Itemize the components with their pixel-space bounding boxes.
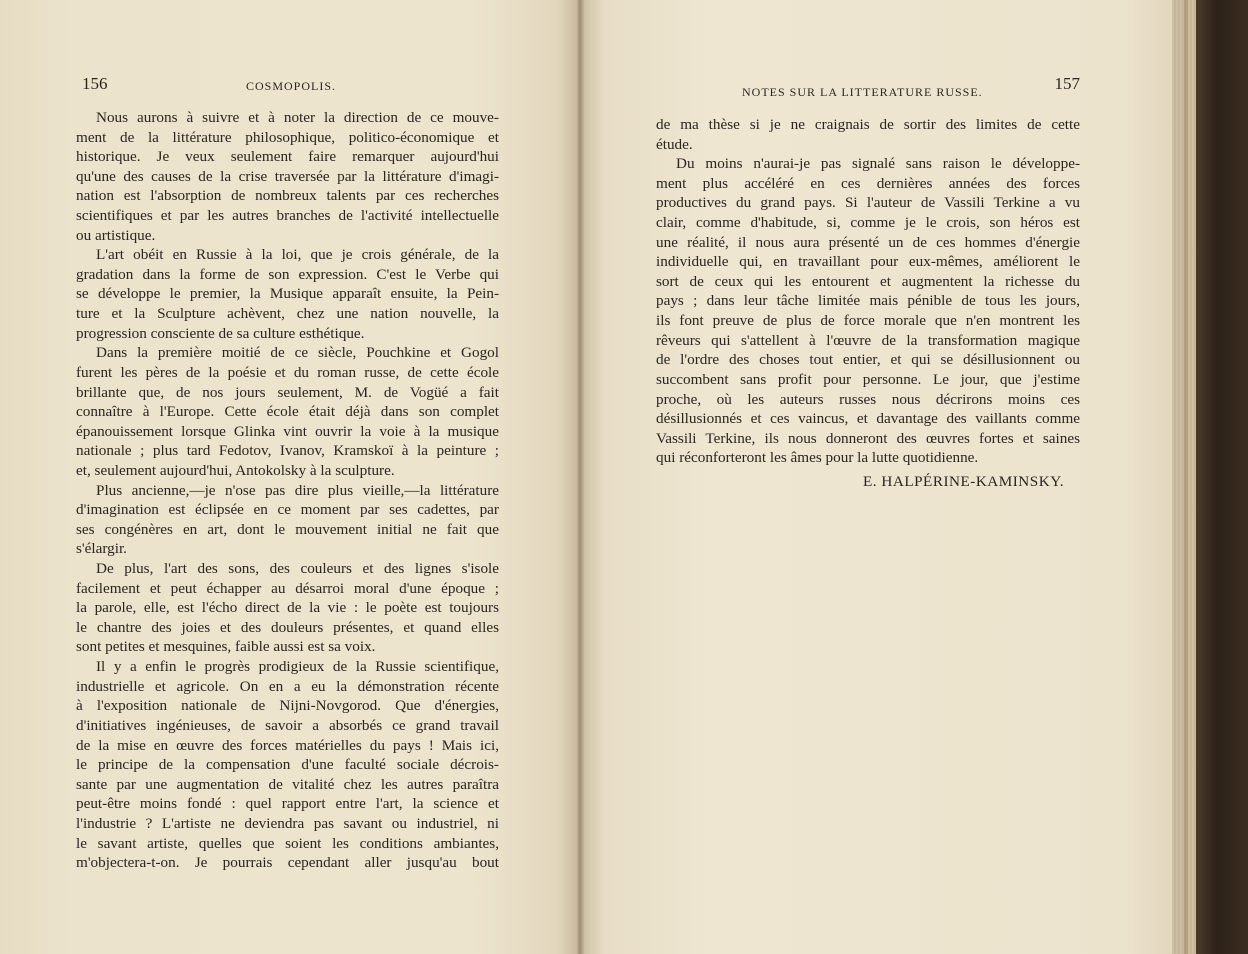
text-line: nation est l'absorption de nombreux talents par ces recherches	[76, 187, 499, 205]
right-running-head: NOTES SUR LA LITTERATURE RUSSE.	[742, 85, 983, 99]
text-line: clair, comme d'habitude, si, comme je le crois, son héros est	[656, 214, 1080, 232]
text-line: Dans la première moitié de ce siècle, Pouchkine et Gogol	[96, 344, 499, 362]
text-line: connaître à l'Europe. Cette école était déjà dans son complet	[76, 403, 499, 421]
text-line: ment plus accéléré en ces dernières années des forces	[656, 174, 1080, 192]
text-line: sante par une augmentation de vitalité chez les autres paraîtra	[76, 775, 499, 793]
text-line: peut-être moins fondé : quel rapport entre l'art, la science et	[76, 795, 499, 813]
text-line: de ma thèse si je ne craignais de sortir des limites de cette	[656, 116, 1080, 133]
text-line: m'objectera-t-on. Je pourrais cependant aller jusqu'au bout	[76, 854, 499, 872]
text-line: ils font preuve de plus de force morale que n'en montrent les	[656, 312, 1080, 330]
text-line: progression consciente de sa culture esthétique.	[76, 324, 365, 342]
text-line: industrielle et agricole. On en a eu la démonstration récente	[76, 677, 499, 695]
left-page-header	[76, 76, 499, 98]
text-line: proche, où les auteurs russes nous décrirons moins ces	[656, 390, 1080, 408]
right-page-number: 157	[1054, 74, 1080, 93]
text-line: d'imagination est éclipsée en ce moment par ses cadettes, par	[76, 501, 499, 519]
text-line: se développe le premier, la Musique apparaît ensuite, la Pein-	[76, 285, 499, 303]
text-line: individuelle qui, en travaillant pour eux-mêmes, améliorent le	[656, 253, 1080, 271]
text-line: Nous aurons à suivre et à noter la direction de ce mouve-	[96, 109, 499, 126]
text-line: Du moins n'aurai-je pas signalé sans raison le développe-	[676, 155, 1080, 173]
text-line: ses congénères en art, dont le mouvement initial ne fait que	[76, 520, 499, 538]
text-line: s'élargir.	[76, 540, 127, 558]
text-line: et, seulement aujourd'hui, Antokolsky à la sculpture.	[76, 461, 395, 479]
text-line: qu'une des causes de la crise traversée par la littérature d'imagi-	[76, 167, 499, 185]
text-line: De plus, l'art des sons, des couleurs et des lignes s'isole	[96, 560, 499, 578]
text-line: Plus ancienne,—je n'ose pas dire plus vieille,—la littérature	[96, 481, 499, 499]
left-page-text	[76, 108, 499, 873]
text-line: brillante que, de nos jours seulement, M. de Vogüé a fait	[76, 383, 499, 401]
text-line: pays ; dans leur tâche limitée mais pénible de tous les jours,	[656, 292, 1080, 310]
text-line: productives du grand pays. Si l'auteur de Vassili Terkine a vu	[656, 194, 1080, 212]
text-line: la parole, elle, est l'écho direct de la vie : le poète est toujours	[76, 599, 499, 617]
text-line: étude.	[656, 135, 693, 153]
text-line: le principe de la compensation d'une faculté sociale décrois-	[76, 756, 499, 774]
text-line: le savant artiste, quelles que soient les conditions ambiantes,	[76, 834, 499, 852]
text-line: L'art obéit en Russie à la loi, que je crois générale, de la	[96, 246, 499, 264]
book-cover	[1196, 0, 1248, 954]
text-line: sont petites et mesquines, faible aussi est sa voix.	[76, 638, 376, 656]
text-line: succombent sans profit pour personne. Le jour, que j'estime	[656, 370, 1080, 388]
text-line: l'industrie ? L'artiste ne deviendra pas savant ou industriel, ni	[76, 814, 499, 832]
author-signature: E. HALPÉRINE-KAMINSKY.	[863, 472, 1064, 490]
text-line: ou artistique.	[76, 226, 156, 244]
text-line: qui réconforteront les âmes pour la lutte quotidienne.	[656, 449, 979, 467]
text-line: furent les pères de la poésie et du roman russe, de cette école	[76, 363, 499, 381]
text-line: de la mise en œuvre des forces matérielles du pays ! Mais ici,	[76, 736, 499, 754]
cover-edge	[1184, 0, 1188, 954]
left-page-number: 156	[82, 74, 108, 93]
text-line: Vassili Terkine, ils nous donneront des œuvres fortes et saines	[656, 429, 1080, 447]
left-running-head: COSMOPOLIS.	[246, 79, 337, 93]
text-line: ture et la Sculpture achèvent, chez une nation nouvelle, la	[76, 305, 499, 323]
text-line: d'initiatives ingénieuses, de savoir a absorbés ce grand travail	[76, 716, 499, 734]
text-line: facilement et peut échapper au désarroi moral d'une époque ;	[76, 579, 499, 597]
text-line: gradation dans la forme de son expression. C'est le Verbe qui	[76, 265, 499, 283]
right-page-header	[656, 76, 1080, 98]
text-line: rêveurs qui s'attellent à l'œuvre de la transformation magique	[656, 331, 1080, 349]
text-line: une réalité, il nous aura présenté un de ces hommes d'énergie	[656, 233, 1080, 251]
text-line: ment de la littérature philosophique, politico-économique et	[76, 128, 499, 146]
text-line: scientifiques et par les autres branches de l'activité intellectuelle	[76, 207, 499, 225]
text-line: le chantre des joies et des douleurs présentes, et quand elles	[76, 618, 499, 636]
right-page-text	[656, 115, 1080, 492]
text-line: épanouissement lorsque Glinka vint ouvrir la voie à la musique	[76, 422, 499, 440]
text-line: historique. Je veux seulement faire remarquer aujourd'hui	[76, 148, 499, 166]
text-line: Il y a enfin le progrès prodigieux de la Russie scientifique,	[96, 658, 499, 676]
text-line: à l'exposition nationale de Nijni-Novgorod. Que d'énergies,	[76, 697, 499, 715]
text-line: sort de ceux qui les entourent et augmentent la richesse du	[656, 272, 1080, 290]
text-line: nationale ; plus tard Fedotov, Ivanov, Kramskoï à la peinture ;	[76, 442, 499, 460]
text-line: désillusionnés et ces vaincus, et davantage des vaillants comme	[656, 410, 1080, 428]
text-line: de l'ordre des choses tout entier, et qui se désillusionnent ou	[656, 351, 1080, 369]
